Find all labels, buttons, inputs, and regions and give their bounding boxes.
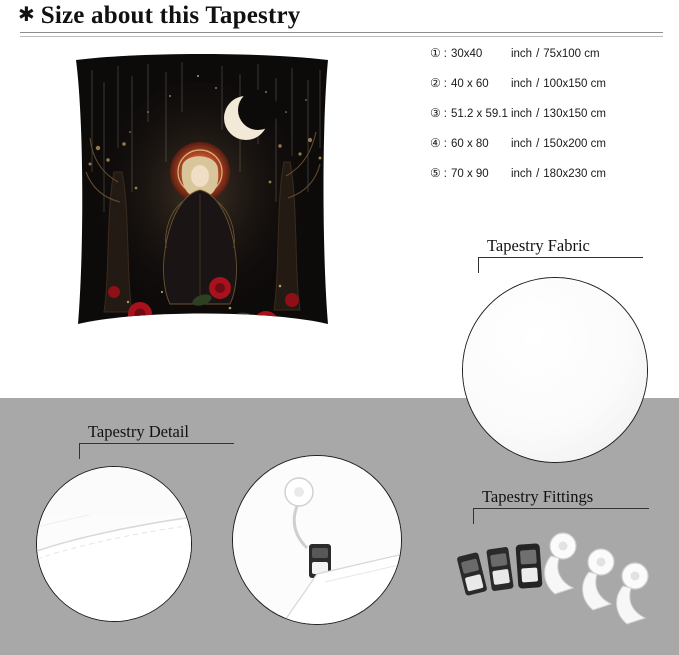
title-divider-secondary [20, 36, 663, 37]
star-icon: ✱ [18, 4, 35, 26]
section-label-detail: Tapestry Detail [88, 422, 190, 441]
size-colon: : [443, 138, 447, 150]
size-list [430, 46, 665, 196]
size-inch-unit: inch [510, 168, 533, 180]
page-title: Size about this Tapestry [40, 2, 301, 29]
fabric-label-underline [478, 257, 643, 258]
size-cm-value: 180x230 cm [543, 168, 606, 180]
title-divider [20, 32, 663, 33]
size-separator: / [536, 138, 540, 150]
size-colon: : [443, 108, 447, 120]
size-separator: / [536, 48, 540, 60]
size-inch-value: 60 x 80 [450, 138, 489, 150]
clip-black-1 [456, 552, 487, 596]
size-inch-unit: inch [510, 138, 533, 150]
size-separator: / [536, 78, 540, 90]
hook-white-2 [583, 549, 614, 610]
hook-white-3 [617, 563, 648, 624]
clip-black-3 [515, 543, 542, 589]
size-row [430, 136, 665, 150]
size-inch-unit: inch [510, 48, 533, 60]
detail-clip-circle [232, 455, 402, 625]
size-row [430, 166, 665, 180]
hook-white-1 [545, 533, 576, 594]
fabric-closeup-circle [462, 277, 648, 463]
size-colon: : [443, 48, 447, 60]
size-inch-value: 70 x 90 [450, 168, 489, 180]
size-separator: / [536, 168, 540, 180]
fittings-label-underline [473, 508, 649, 509]
size-inch-unit: inch [510, 108, 533, 120]
size-marker: ① [430, 46, 441, 60]
detail-stitching-circle [36, 466, 192, 622]
section-label-fabric: Tapestry Fabric [487, 236, 590, 255]
size-marker: ④ [430, 136, 441, 150]
size-row [430, 76, 665, 90]
size-inch-value: 30x40 [450, 48, 483, 60]
size-cm-value: 130x150 cm [543, 108, 606, 120]
section-label-fittings: Tapestry Fittings [482, 487, 594, 506]
fittings-graphic [455, 518, 665, 628]
size-inch-value: 40 x 60 [450, 78, 489, 90]
size-cm-value: 150x200 cm [543, 138, 606, 150]
fabric-label-bracket [478, 257, 486, 273]
size-inch-unit: inch [510, 78, 533, 90]
size-marker: ③ [430, 106, 441, 120]
fabric-texture [463, 278, 647, 462]
size-colon: : [443, 168, 447, 180]
size-separator: / [536, 108, 540, 120]
size-cm-value: 100x150 cm [543, 78, 606, 90]
size-marker: ⑤ [430, 166, 441, 180]
size-cm-value: 75x100 cm [543, 48, 600, 60]
size-marker: ② [430, 76, 441, 90]
detail-label-underline [79, 443, 234, 444]
detail-label-bracket [79, 443, 87, 459]
size-row [430, 46, 665, 60]
size-row [430, 106, 665, 120]
size-colon: : [443, 78, 447, 90]
clip-black-2 [486, 547, 514, 592]
tapestry-image [70, 52, 335, 342]
size-inch-value: 51.2 x 59.1 [450, 108, 508, 120]
page-header [18, 2, 300, 30]
